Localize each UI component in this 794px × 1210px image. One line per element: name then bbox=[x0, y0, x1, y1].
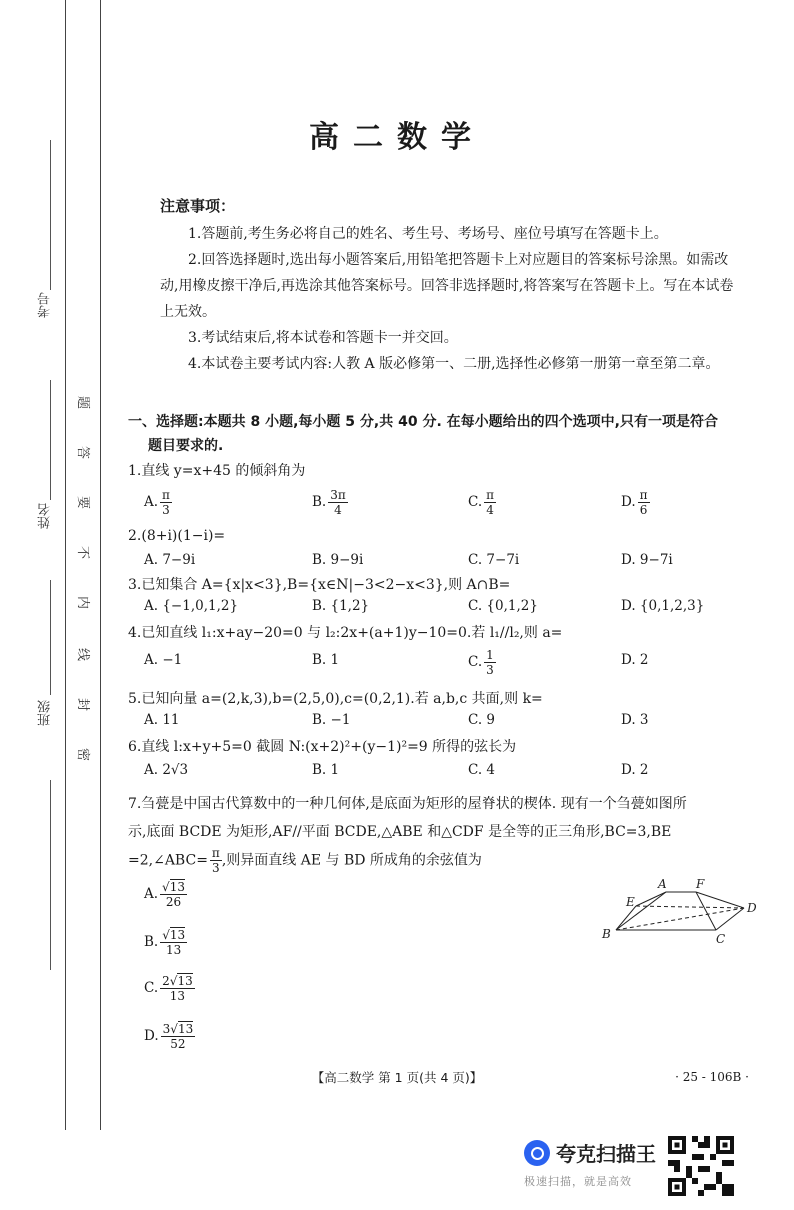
edge-bd bbox=[616, 908, 744, 930]
option-denominator: 13 bbox=[169, 989, 186, 1003]
option: D. 2 bbox=[621, 762, 649, 778]
option-numerator: 2√13 bbox=[162, 974, 193, 988]
option-numerator: π bbox=[486, 488, 495, 502]
option: D. 2 bbox=[621, 652, 649, 668]
section-heading-line: 一、选择题:本题共 8 小题,每小题 5 分,共 40 分. 在每小题给出的四个选项中,只有一项是符合 bbox=[128, 414, 718, 430]
option: D. 3 bbox=[621, 712, 649, 728]
coef: 3 bbox=[162, 1022, 171, 1036]
question-7-stem bbox=[128, 790, 758, 875]
seal-char: 不 bbox=[75, 545, 91, 560]
option-denominator: 6 bbox=[639, 503, 648, 517]
option-denominator: 26 bbox=[165, 895, 182, 909]
label-d: D bbox=[747, 901, 757, 915]
edge-ab bbox=[616, 892, 666, 930]
option-numerator: 3√13 bbox=[162, 1022, 194, 1036]
option-label: A. bbox=[144, 494, 159, 510]
option: A. −1 bbox=[144, 652, 183, 668]
question-2-stem: 2.(8+i)(1−i)= bbox=[128, 528, 226, 544]
option: C. {0,1,2} bbox=[468, 598, 538, 614]
seal-char: 题 bbox=[75, 395, 91, 410]
option-label: A. bbox=[144, 886, 159, 902]
option-numerator: √13 bbox=[162, 880, 185, 894]
coef: 2 bbox=[162, 974, 170, 988]
question-4-stem: 4.已知直线 l₁:x+ay−20=0 与 l₂:2x+(a+1)y−10=0.若 l₁//l₂,则 a= bbox=[128, 625, 563, 641]
page-title: 高二数学 bbox=[309, 120, 485, 155]
radicand: 13 bbox=[169, 880, 185, 894]
option-label: C. bbox=[468, 494, 483, 510]
notice-block bbox=[160, 193, 740, 377]
scanner-watermark bbox=[524, 1138, 656, 1189]
option: B. {1,2} bbox=[312, 598, 370, 614]
option-denominator: 4 bbox=[486, 503, 494, 517]
option-denominator: 4 bbox=[334, 503, 342, 517]
option: C. 7−7i bbox=[468, 552, 520, 568]
option-denominator: 13 bbox=[166, 943, 182, 957]
radicand: 13 bbox=[169, 928, 186, 942]
edge-ed bbox=[636, 906, 744, 908]
q7-option-b bbox=[144, 928, 187, 957]
page-footer: 【高二数学 第 1 页(共 4 页)】 bbox=[311, 1070, 483, 1085]
name-line bbox=[50, 380, 51, 500]
seat-line bbox=[50, 780, 51, 970]
seal-char: 密 bbox=[75, 747, 91, 762]
seal-char: 答 bbox=[75, 445, 91, 460]
class-line bbox=[50, 580, 51, 695]
option: A. {−1,0,1,2} bbox=[144, 598, 239, 614]
notice-heading: 注意事项： bbox=[160, 197, 236, 215]
q7-numerator: π bbox=[211, 846, 220, 860]
seal-char: 要 bbox=[75, 495, 91, 510]
option: A. 7−9i bbox=[144, 552, 196, 568]
option-denominator: 3 bbox=[162, 503, 170, 517]
option-numerator: π bbox=[162, 488, 170, 502]
option-denominator: 52 bbox=[170, 1037, 186, 1051]
q7-text: =2,∠ABC= bbox=[128, 852, 208, 869]
option: C. 9 bbox=[468, 712, 496, 728]
watermark-slogan: 极速扫描，就是高效 bbox=[524, 1175, 632, 1188]
option: B. 9−9i bbox=[312, 552, 364, 568]
question-3-stem: 3.已知集合 A={x|x<3},B={x∈N|−3<2−x<3},则 A∩B= bbox=[128, 577, 511, 593]
notice-item: 2.回答选择题时,选出每小题答案后,用铅笔把答题卡上对应题目的答案标号涂黑。如需改动,用橡皮擦干净后,再选涂其他答案标号。回答非选择题时,将答案写在答题卡上。写在本试卷上无效。 bbox=[160, 252, 734, 320]
option: D. 9−7i bbox=[621, 552, 673, 568]
radicand: 13 bbox=[177, 974, 193, 988]
label-e: E bbox=[626, 895, 635, 909]
q7-line bbox=[128, 846, 758, 875]
option-label: C. bbox=[468, 654, 483, 670]
question-1-stem: 1.直线 y=x+45 的倾斜角为 bbox=[128, 463, 306, 479]
option: B. −1 bbox=[312, 712, 351, 728]
option: D. {0,1,2,3} bbox=[621, 598, 705, 614]
option-label: B. bbox=[312, 494, 327, 510]
class-label: 班级 bbox=[38, 700, 53, 726]
option: A. 11 bbox=[144, 712, 180, 728]
option: B. 1 bbox=[312, 762, 340, 778]
seal-char: 线 bbox=[75, 647, 91, 662]
exam-no-label: 考号 bbox=[38, 292, 53, 318]
qr-code-icon bbox=[668, 1136, 734, 1196]
seal-char: 内 bbox=[75, 595, 91, 610]
chumeng-figure bbox=[596, 872, 766, 944]
q7-text: ,则异面直线 AE 与 BD 所成角的余弦值为 bbox=[221, 852, 482, 869]
option: B. 1 bbox=[312, 652, 340, 668]
option-denominator: 3 bbox=[486, 663, 494, 677]
option-label: D. bbox=[621, 494, 636, 510]
exam-no-line bbox=[50, 140, 51, 290]
seal-char: 封 bbox=[75, 697, 91, 712]
label-f: F bbox=[696, 877, 705, 891]
q7-option-c bbox=[144, 974, 195, 1003]
margin-rule bbox=[100, 0, 101, 1130]
section-heading-line: 题目要求的. bbox=[148, 438, 224, 454]
edge-be bbox=[616, 906, 636, 930]
paper-code: · 25 - 106B · bbox=[675, 1070, 749, 1084]
q7-denominator: 3 bbox=[212, 861, 220, 875]
edge-cd bbox=[716, 908, 744, 930]
question-6-stem: 6.直线 l:x+y+5=0 截圆 N:(x+2)²+(y−1)²=9 所得的弦长为 bbox=[128, 739, 517, 755]
notice-item: 4.本试卷主要考试内容:人教 A 版必修第一、二册,选择性必修第一册第一章至第二章。 bbox=[188, 356, 720, 372]
option-numerator: π bbox=[639, 488, 648, 502]
option-numerator: √13 bbox=[162, 928, 186, 942]
name-label: 姓名 bbox=[38, 503, 53, 529]
option: C. 4 bbox=[468, 762, 496, 778]
option-label: B. bbox=[144, 934, 159, 950]
q7-option-a bbox=[144, 880, 187, 909]
option-numerator: 1 bbox=[486, 648, 494, 662]
section-heading bbox=[128, 410, 758, 458]
q7-option-d bbox=[144, 1022, 195, 1051]
notice-item: 1.答题前,考生务必将自己的姓名、考生号、考场号、座位号填写在答题卡上。 bbox=[188, 226, 668, 242]
question-5-stem: 5.已知向量 a=(2,k,3),b=(2,5,0),c=(0,2,1).若 a,b,c 共面,则 k= bbox=[128, 691, 543, 707]
q7-line: 示,底面 BCDE 为矩形,AF//平面 BCDE,△ABE 和△CDF 是全等的正三角形,BC=3,BE bbox=[128, 824, 672, 840]
watermark-brand: 夸克扫描王 bbox=[556, 1142, 656, 1166]
label-c: C bbox=[716, 932, 726, 944]
q7-line: 7.刍甍是中国古代算数中的一种几何体,是底面为矩形的屋脊状的楔体. 现有一个刍甍如图所 bbox=[128, 796, 687, 812]
quark-logo-icon bbox=[524, 1140, 550, 1166]
option-label: D. bbox=[144, 1028, 159, 1044]
binding-margin bbox=[0, 0, 100, 1210]
margin-rule bbox=[65, 0, 66, 1130]
option-numerator: 3π bbox=[330, 488, 346, 502]
option-label: C. bbox=[144, 980, 159, 996]
label-b: B bbox=[602, 927, 611, 941]
notice-item: 3.考试结束后,将本试卷和答题卡一并交回。 bbox=[188, 330, 458, 346]
option: A. 2√3 bbox=[144, 762, 189, 778]
radicand: 13 bbox=[177, 1022, 194, 1036]
label-a: A bbox=[658, 877, 667, 891]
